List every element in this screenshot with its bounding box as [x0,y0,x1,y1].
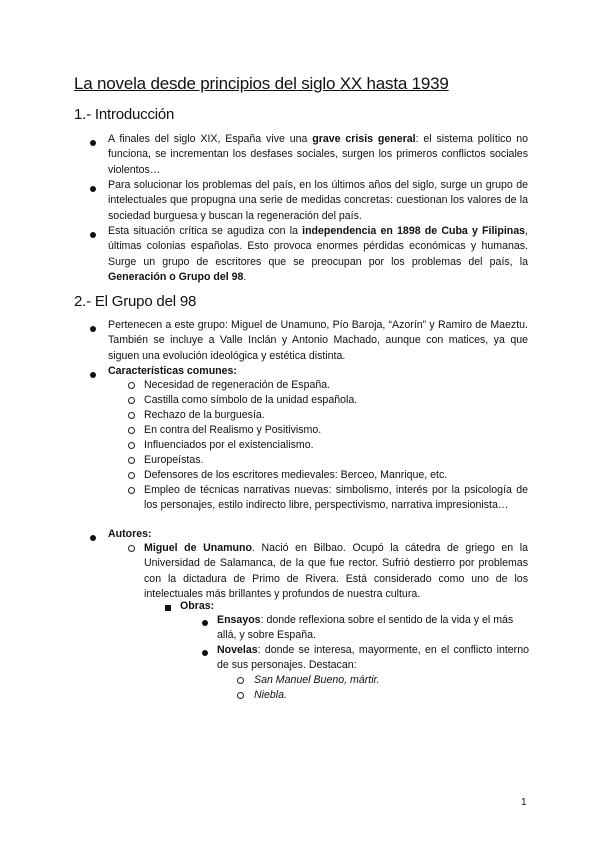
intro-paragraph-1: A finales del siglo XIX, España vive una grave crisis general: el sistema político no funciona, se incrementan los desfases sociales, surgen los primeros conflictos sociales violentos… [108,133,528,176]
bullet-circle [128,397,135,404]
bullet-square [165,605,171,611]
essays-item: Ensayos: donde reflexiona sobre el sentido de la vida y el más allá, y sobre España. [217,614,514,642]
bullet-dot [90,372,96,378]
intro-paragraph-2: Para solucionar los problemas del país, en los últimos años del siglo, surge un grupo de intelectuales que propugna una serie de medidas concretas: cuestionan los valores de la sociedad burguesa y buscan la regeneración del país. [108,179,528,222]
bullet-circle [128,487,135,494]
bullet-dot [202,620,208,626]
page-number: 1 [521,797,527,808]
feature-item: En contra del Realismo y Positivismo. [144,424,322,436]
novel-title: Niebla. [254,689,287,701]
feature-item: Empleo de técnicas narrativas nuevas: simbolismo, interés por la psicología de los personajes, estilo indirecto libre, perspectivismo, narrativa impresionista… [144,484,528,512]
bullet-circle [128,427,135,434]
works-label: Obras: [180,600,215,612]
features-label: Características comunes: [108,365,237,377]
bullet-circle [128,545,135,552]
bullet-circle [237,692,244,699]
bullet-dot [90,326,96,332]
bullet-dot [202,650,208,656]
authors-label: Autores: [108,528,152,540]
section-heading-grupo-98: 2.- El Grupo del 98 [74,293,197,310]
bullet-circle [128,412,135,419]
feature-item: Europeístas. [144,454,204,466]
bullet-circle [237,677,244,684]
feature-item: Castilla como símbolo de la unidad española. [144,394,358,406]
section-heading-introduction: 1.- Introducción [74,106,175,123]
bullet-circle [128,442,135,449]
bullet-dot [90,232,96,238]
bullet-dot [90,186,96,192]
feature-item: Defensores de los escritores medievales: Berceo, Manrique, etc. [144,469,448,481]
bullet-circle [128,457,135,464]
feature-item: Rechazo de la burguesía. [144,409,265,421]
feature-item: Necesidad de regeneración de España. [144,379,331,391]
bullet-circle [128,382,135,389]
unamuno-bio: Miguel de Unamuno. Nació en Bilbao. Ocupó la cátedra de griego en la Universidad de Salamanca, de la que fue rector. Sufrió destierro por problemas con la dictadura de Primo de Rivera. Está considerado como uno de los intelectuales más brillantes y profundos de nuestra cultura. [144,542,528,600]
document-title: La novela desde principios del siglo XX hasta 1939 [74,74,449,93]
members-paragraph: Pertenecen a este grupo: Miguel de Unamuno, Pío Baroja, “Azorín” y Ramiro de Maeztu. También se incluye a Valle Inclán y Antonio Machado, aunque con matices, ya que siguen una evolución ideológica y estética distinta. [108,319,528,362]
bullet-dot [90,140,96,146]
intro-paragraph-3: Esta situación crítica se agudiza con la independencia en 1898 de Cuba y Filipinas, últimas colonias españolas. Esto provoca enormes pérdidas económicas y humanas. Surge un grupo de escritores que se preocupan por los problemas del país, la Generación o Grupo del 98. [108,225,528,283]
bullet-dot [90,535,96,541]
novel-title: San Manuel Bueno, mártir. [254,674,380,686]
novels-item: Novelas: donde se interesa, mayormente, en el conflicto interno de sus personajes. Destacan: [217,644,529,672]
feature-item: Influenciados por el existencialismo. [144,439,314,451]
bullet-circle [128,472,135,479]
